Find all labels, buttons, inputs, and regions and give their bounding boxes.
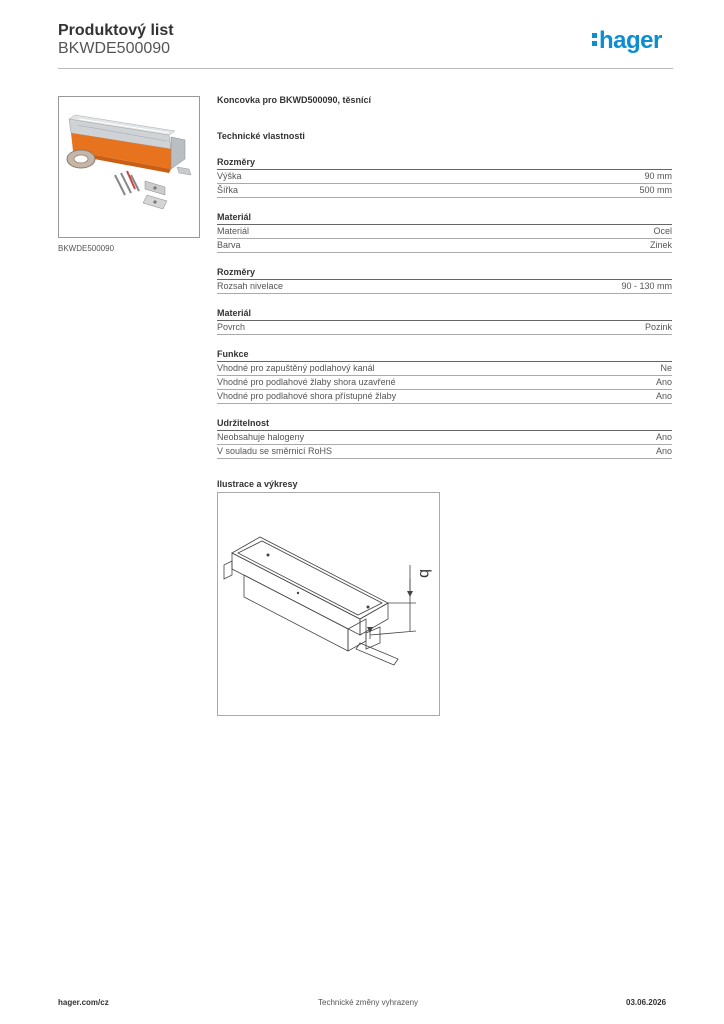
spec-label: Povrch (217, 322, 246, 332)
footer-notice: Technické změny vyhrazeny (318, 998, 419, 1007)
spec-row (217, 390, 672, 404)
spec-section (217, 267, 672, 294)
spec-section (217, 349, 672, 404)
spec-label: Vhodné pro podlahové shora přístupné žlaby (217, 391, 397, 401)
main-content (217, 95, 672, 489)
spec-label: Materiál (217, 226, 250, 236)
dimension-label: b (416, 569, 433, 578)
illustrations-title: Ilustrace a výkresy (217, 479, 298, 489)
spec-value: Ne (660, 363, 672, 373)
page-title: Produktový list (58, 22, 174, 39)
spec-row (217, 362, 672, 376)
product-photo-illustration (59, 97, 199, 237)
spec-row (217, 445, 672, 459)
spec-row (217, 184, 672, 198)
spec-value: Zinek (649, 240, 672, 250)
spec-label: Šířka (217, 185, 239, 195)
spec-value: 500 mm (639, 185, 672, 195)
spec-value: Ano (655, 391, 672, 401)
spec-section (217, 418, 672, 459)
spec-label: Rozsah nivelace (217, 281, 284, 291)
spec-value: Pozink (644, 322, 672, 332)
spec-row (217, 321, 672, 335)
spec-value: Ano (655, 446, 672, 456)
technical-drawing (217, 492, 440, 716)
spec-value: 90 - 130 mm (621, 281, 672, 291)
spec-label: Výška (217, 171, 242, 181)
spec-row (217, 431, 672, 445)
footer-website[interactable]: hager.com/cz (58, 998, 109, 1007)
header-divider (58, 68, 673, 69)
spec-section-title: Materiál (217, 308, 672, 321)
logo-text: hager (599, 27, 662, 54)
spec-label: Vhodné pro zapuštěný podlahový kanál (217, 363, 375, 373)
spec-sections (217, 157, 672, 459)
spec-label: Barva (217, 240, 241, 250)
image-caption: BKWDE500090 (58, 244, 115, 253)
product-image (58, 96, 200, 238)
spec-section-title: Udržitelnost (217, 418, 672, 431)
hager-logo (592, 27, 662, 55)
spec-row (217, 170, 672, 184)
spec-section (217, 308, 672, 335)
spec-section-title: Materiál (217, 212, 672, 225)
spec-value: 90 mm (644, 171, 672, 181)
product-code: BKWDE500090 (58, 40, 171, 57)
spec-section (217, 212, 672, 253)
spec-value: Ano (655, 377, 672, 387)
spec-row (217, 239, 672, 253)
spec-section-title: Rozměry (217, 267, 672, 280)
footer-date: 03.06.2026 (626, 998, 667, 1007)
spec-label: Vhodné pro podlahové žlaby shora uzavřené (217, 377, 396, 387)
spec-section (217, 157, 672, 198)
product-description: Koncovka pro BKWD500090, těsnící (217, 95, 372, 105)
spec-row (217, 376, 672, 390)
spec-value: Ano (655, 432, 672, 442)
logo-dots-icon (592, 33, 598, 47)
spec-row (217, 280, 672, 294)
spec-label: V souladu se směrnicí RoHS (217, 446, 333, 456)
spec-label: Neobsahuje halogeny (217, 432, 305, 442)
dimension-drawing (218, 493, 439, 715)
spec-row (217, 225, 672, 239)
spec-section-title: Rozměry (217, 157, 672, 170)
spec-section-title: Funkce (217, 349, 672, 362)
spec-value: Ocel (653, 226, 672, 236)
specs-title: Technické vlastnosti (217, 131, 305, 141)
